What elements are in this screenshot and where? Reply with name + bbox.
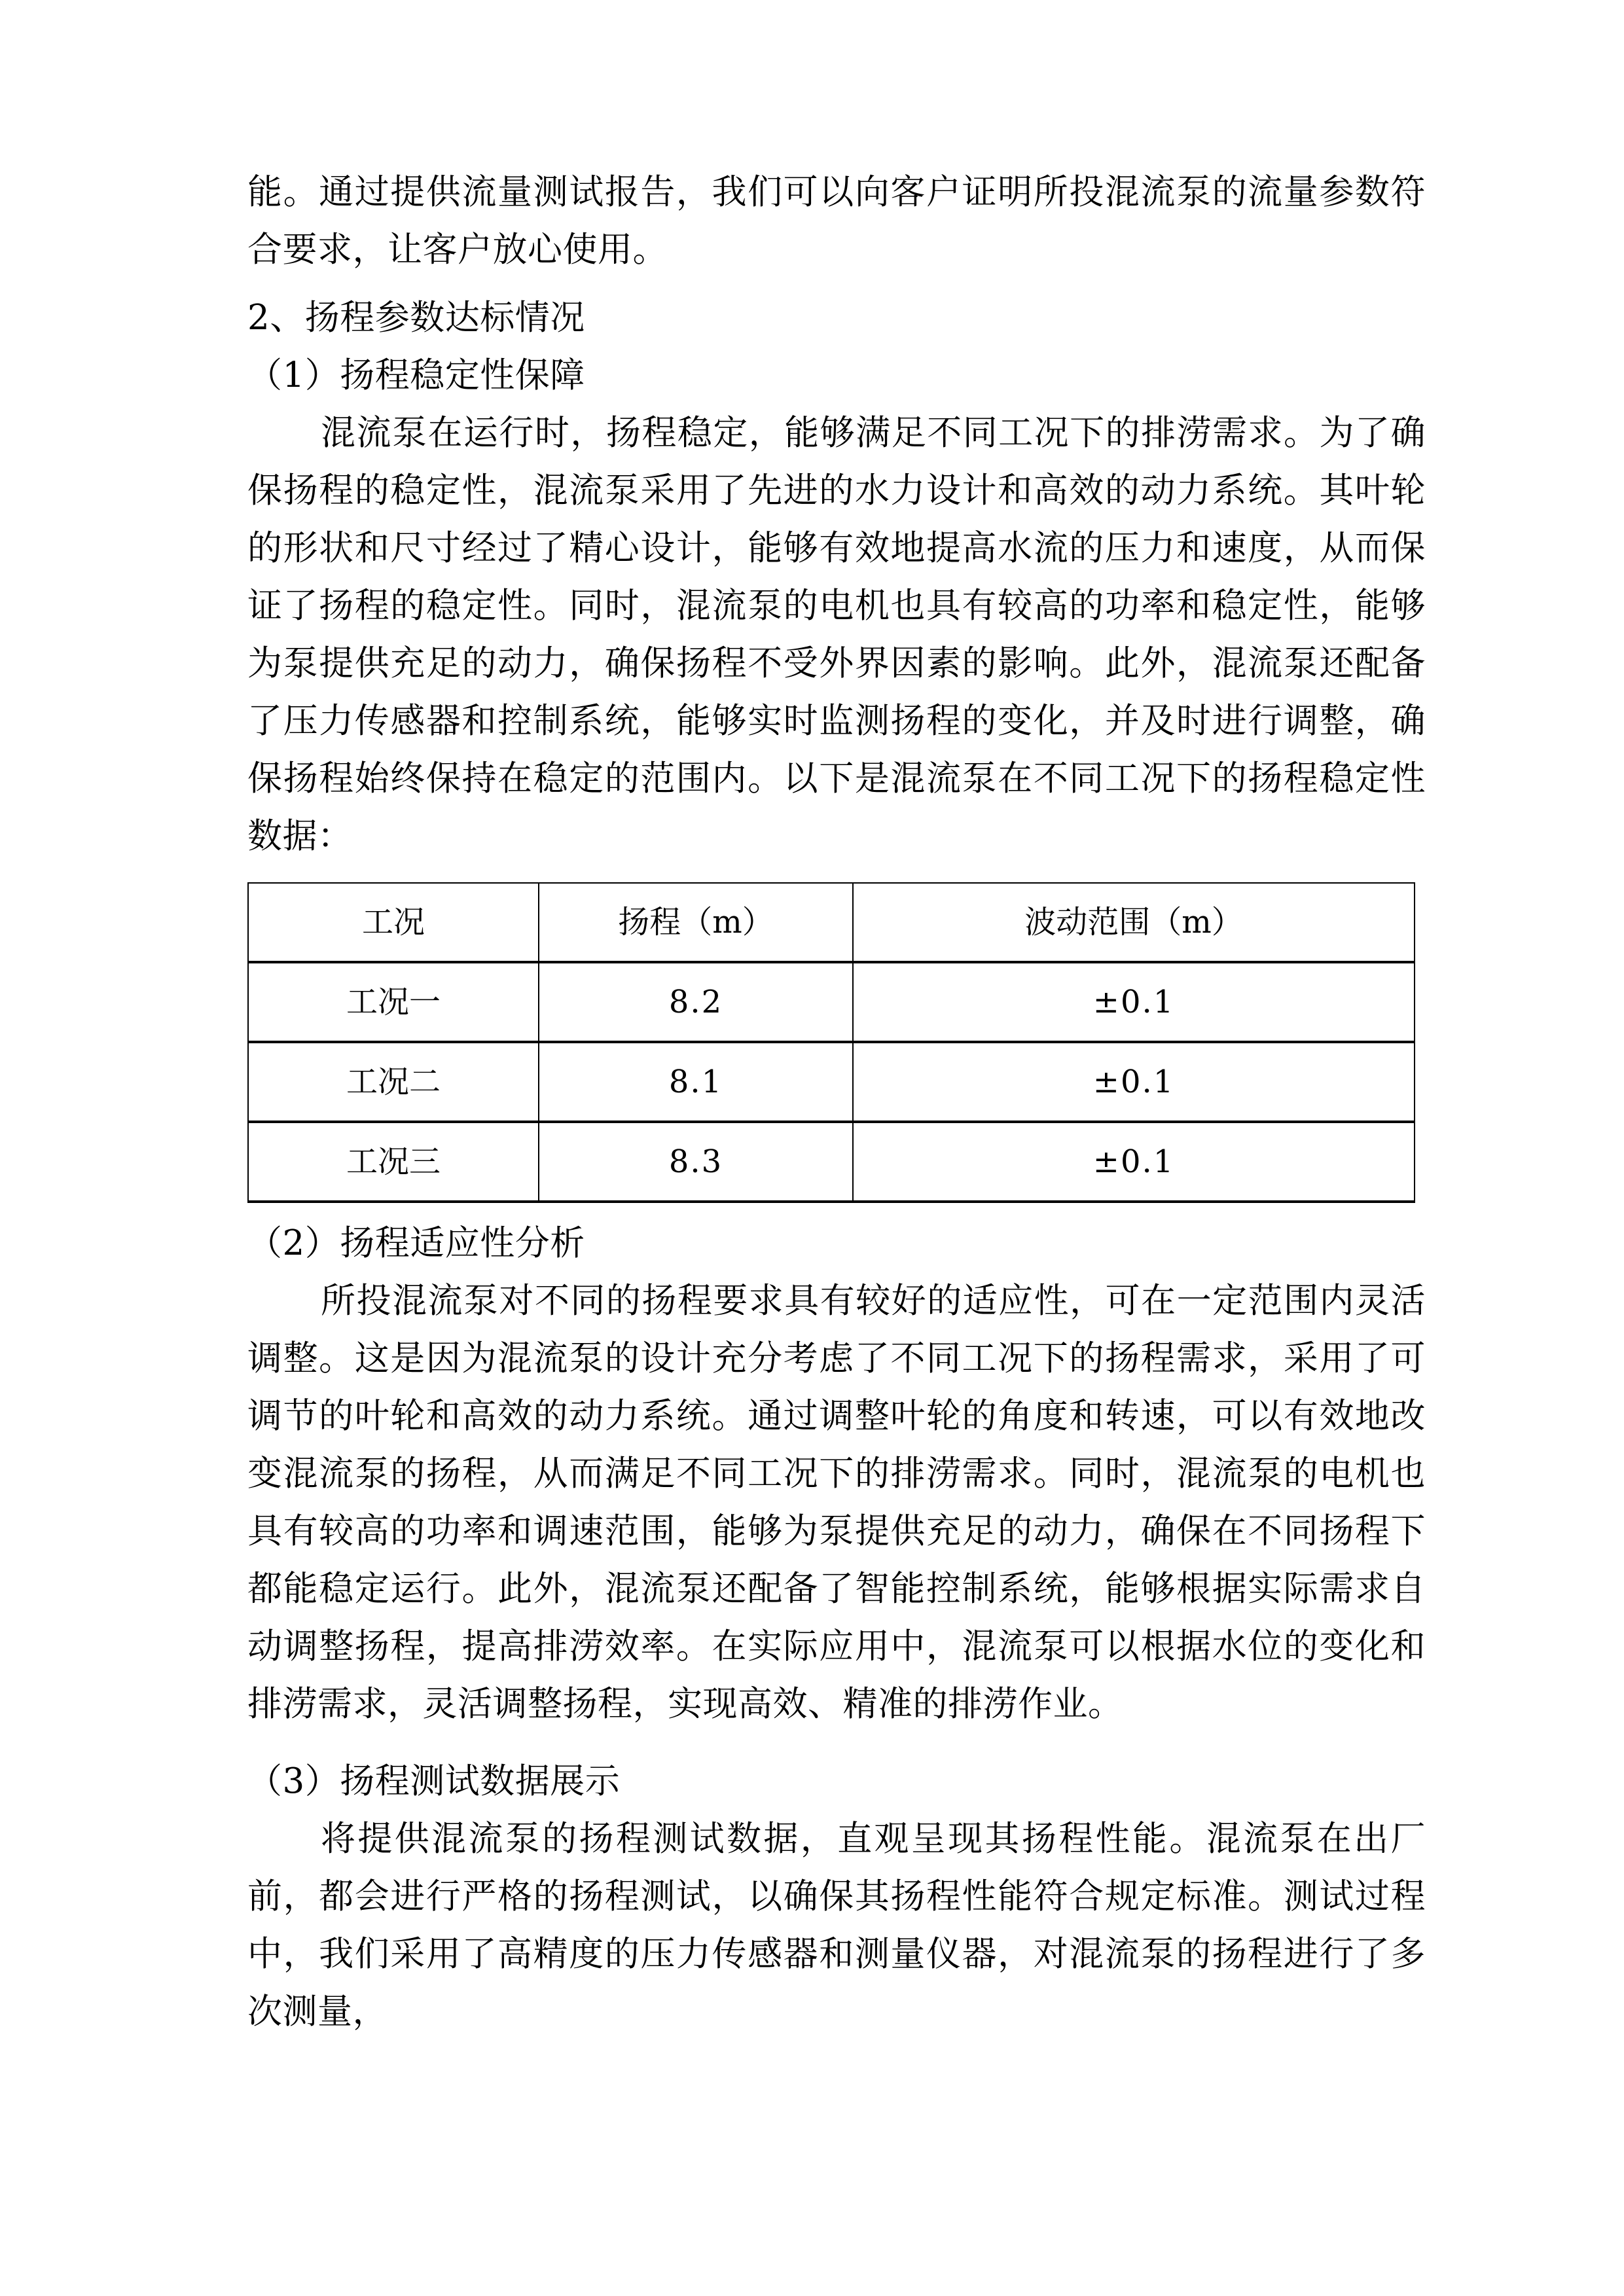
- spacer: [247, 1733, 1426, 1753]
- cell-head-value: 8.3: [539, 1122, 853, 1202]
- cell-head-value: 8.2: [539, 962, 853, 1042]
- cell-condition: 工况三: [248, 1122, 539, 1202]
- heading-subsection-1: （1）扬程稳定性保障: [247, 355, 585, 395]
- paragraph-head-stability: 混流泵在运行时，扬程稳定，能够满足不同工况下的排涝需求。为了确保扬程的稳定性，混流泵采用了先进的水力设计和高效的动力系统。其叶轮的形状和尺寸经过了精心设计，能够有效地提高水流的压力和速度，从而保证了扬程的稳定性。同时，混流泵的电机也具有较高的功率和稳定性，能够为泵提供充足的动力，确保扬程不受外界因素的影响。此外，混流泵还配备了压力传感器和控制系统，能够实时监测扬程的变化，并及时进行调整，确保扬程始终保持在稳定的范围内。以下是混流泵在不同工况下的扬程稳定性数据：: [247, 413, 1426, 856]
- table-body: [248, 962, 1415, 1202]
- table-header: [248, 883, 1415, 962]
- cell-head-value: 8.1: [539, 1042, 853, 1122]
- spacer: [247, 279, 1426, 289]
- table-header-row: [248, 883, 1415, 962]
- heading-subsection-2: （2）扬程适应性分析: [247, 1223, 585, 1263]
- heading-subsection-3: （3）扬程测试数据展示: [247, 1761, 621, 1801]
- table-header-fluctuation: 波动范围（m）: [853, 883, 1415, 962]
- paragraph-intro-continuation: 能。通过提供流量测试报告，我们可以向客户证明所投混流泵的流量参数符合要求，让客户放心使用。: [247, 172, 1426, 270]
- cell-fluctuation-value: ±0.1: [853, 962, 1415, 1042]
- cell-fluctuation-value: ±0.1: [853, 1042, 1415, 1122]
- paragraph-head-adaptability: 所投混流泵对不同的扬程要求具有较好的适应性，可在一定范围内灵活调整。这是因为混流泵的设计充分考虑了不同工况下的扬程需求，采用了可调节的叶轮和高效的动力系统。通过调整叶轮的角度和转速，可以有效地改变混流泵的扬程，从而满足不同工况下的排涝需求。同时，混流泵的电机也具有较高的功率和调速范围，能够为泵提供充足的动力，确保在不同扬程下都能稳定运行。此外，混流泵还配备了智能控制系统，能够根据实际需求自动调整扬程，提高排涝效率。在实际应用中，混流泵可以根据水位的变化和排涝需求，灵活调整扬程，实现高效、精准的排涝作业。: [247, 1281, 1426, 1724]
- paragraph-head-test-data: 将提供混流泵的扬程测试数据，直观呈现其扬程性能。混流泵在出厂前，都会进行严格的扬程测试，以确保其扬程性能符合规定标准。测试过程中，我们采用了高精度的压力传感器和测量仪器，对混流泵的扬程进行了多次测量，: [247, 1819, 1426, 2032]
- page-body: [247, 164, 1426, 2041]
- table-row: [248, 962, 1415, 1042]
- table-header-condition: 工况: [248, 883, 539, 962]
- head-stability-table: [247, 882, 1415, 1203]
- cell-fluctuation-value: ±0.1: [853, 1122, 1415, 1202]
- table-row: [248, 1122, 1415, 1202]
- cell-condition: 工况一: [248, 962, 539, 1042]
- table-header-head: 扬程（m）: [539, 883, 853, 962]
- heading-section-2: 2、扬程参数达标情况: [247, 298, 585, 338]
- cell-condition: 工况二: [248, 1042, 539, 1122]
- table-row: [248, 1042, 1415, 1122]
